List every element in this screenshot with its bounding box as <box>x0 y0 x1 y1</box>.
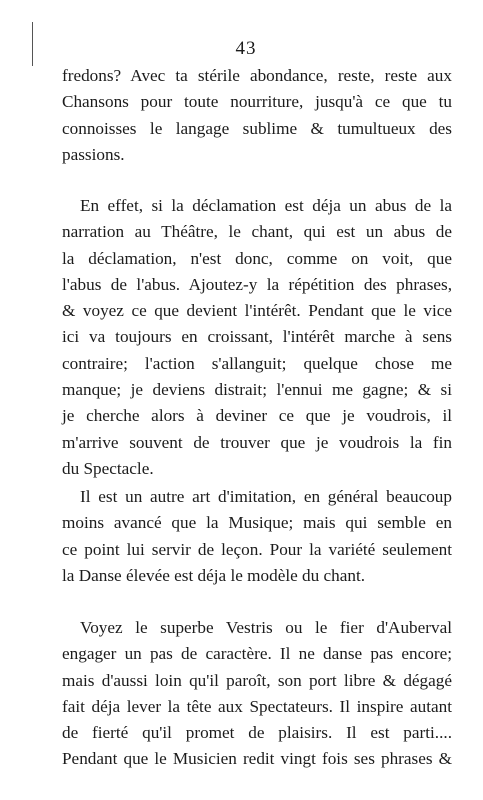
text-line: passions. <box>62 144 125 164</box>
text-line: Voyez le superbe Vestris ou le fier d'Auberval <box>80 618 452 637</box>
text-line: Chansons pour toute nourriture, jusqu'à ce que tu <box>62 92 452 112</box>
text-line: & voyez ce que devient l'intérêt. Pendant que le vice <box>62 301 452 321</box>
paragraph-4 <box>62 615 452 773</box>
paragraph-1 <box>62 63 452 168</box>
text-line: engager un pas de caractère. Il ne danse pas encore; <box>62 644 452 664</box>
text-line: je cherche alors à deviner ce que je voudrois, il <box>62 406 452 426</box>
text-line: ici va toujours en croissant, l'intérêt marche à sens <box>62 327 452 347</box>
page-number: 43 <box>235 38 257 59</box>
text-line: manque; je deviens distrait; l'ennui me gagne; & si <box>62 380 452 400</box>
text-line: moins avancé que la Musique; mais qui semble en <box>62 513 452 533</box>
text-line: fait déja lever la tête aux Spectateurs. Il inspire autant <box>62 696 452 716</box>
paragraph-3 <box>62 484 452 589</box>
text-line: l'abus de l'abus. Ajoutez-y la répétition des phrases, <box>62 274 452 294</box>
text-line: mais d'aussi loin qu'il paroît, son port libre & dégagé <box>62 670 452 690</box>
paragraph-2 <box>62 193 452 482</box>
text-line: connoisses le langage sublime & tumultueux des <box>62 118 452 138</box>
text-line: ce point lui servir de leçon. Pour la variété seulement <box>62 539 452 559</box>
text-line: fredons? Avec ta stérile abondance, reste, reste aux <box>62 66 452 85</box>
text-line: la déclamation, n'est donc, comme on voit, que <box>62 248 452 268</box>
text-line: En effet, si la déclamation est déja un abus de la <box>80 196 452 215</box>
text-line: contraire; l'action s'allanguit; quelque chose me <box>62 353 452 373</box>
margin-rule <box>32 22 33 66</box>
text-line: du Spectacle. <box>62 458 154 478</box>
text-line: de fierté qu'il promet de plaisirs. Il est parti.... <box>62 723 452 743</box>
text-line: m'arrive souvent de trouver que je voudrois la fin <box>62 432 452 452</box>
text-line: Pendant que le Musicien redit vingt fois ses phrases & <box>62 749 452 769</box>
text-line: narration au Théâtre, le chant, qui est un abus de <box>62 222 452 242</box>
text-line: la Danse élevée est déja le modèle du chant. <box>62 565 366 585</box>
text-line: Il est un autre art d'imitation, en général beaucoup <box>80 487 452 506</box>
